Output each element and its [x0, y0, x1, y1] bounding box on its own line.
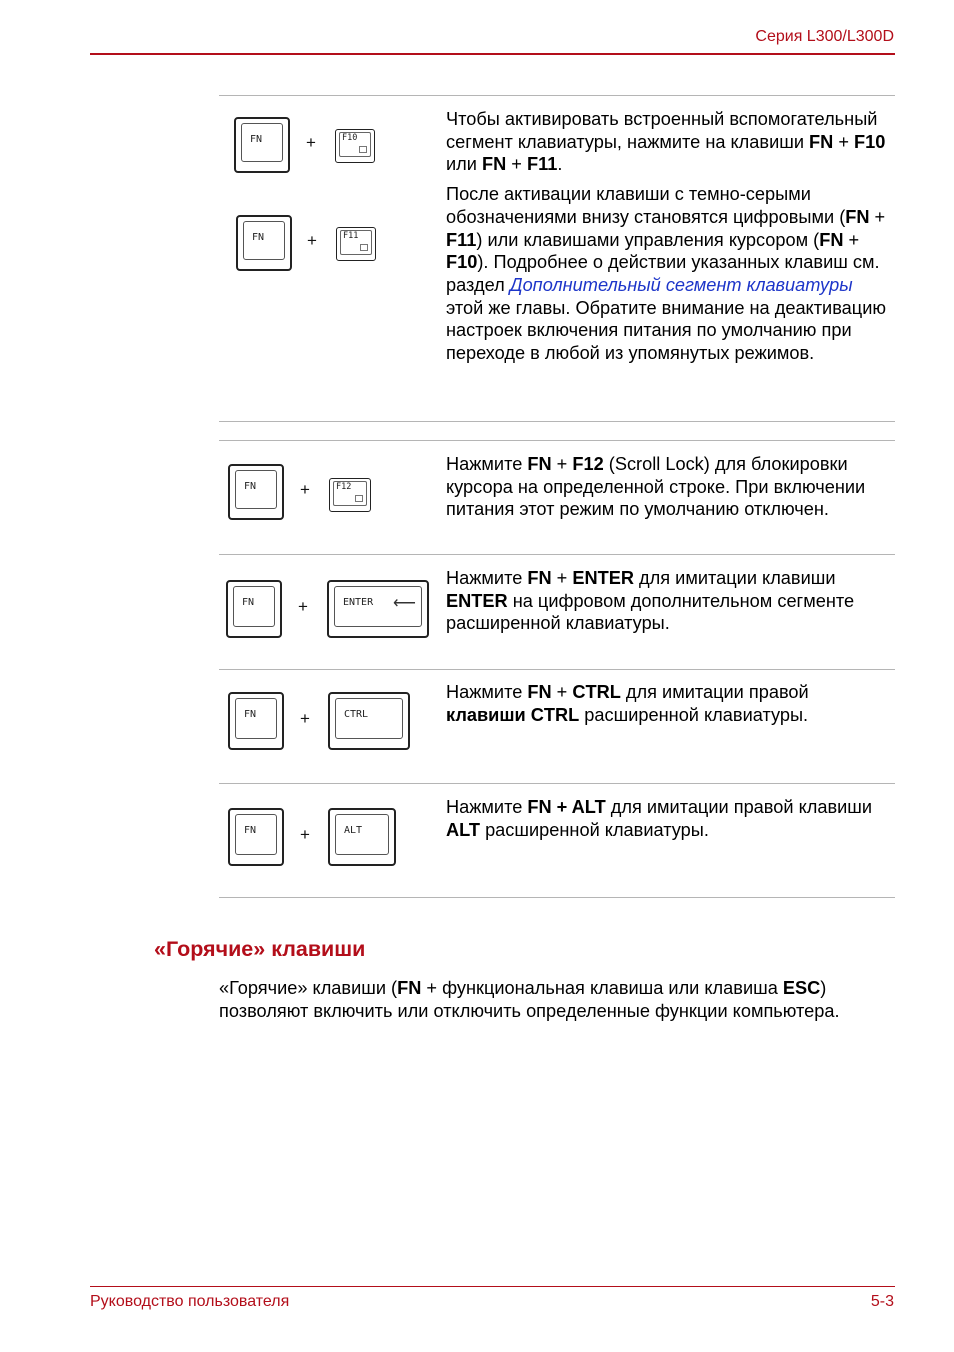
fn-f12-description: [446, 453, 886, 521]
header-divider: [90, 53, 895, 55]
fn-key: [228, 808, 284, 866]
plus-sign: +: [300, 825, 310, 844]
fn-key-label: FN: [244, 709, 257, 720]
enter-key: [327, 580, 429, 638]
fn-f10-keys-illustration: [220, 117, 435, 179]
alt-key: [328, 808, 396, 866]
description-paragraph: Нажмите FN + ENTER для имитации клавиши ENTER на цифровом дополнительном сегменте расширенной клавиатуры.: [446, 568, 855, 634]
table-divider: [219, 95, 895, 96]
description-paragraph: Нажмите FN + CTRL для имитации правой клавиши CTRL расширенной клавиатуры.: [446, 682, 809, 725]
table-divider: [219, 554, 895, 555]
description-paragraph: Нажмите FN + F12 (Scroll Lock) для блокировки курсора на определенной строке. При включении питания этот режим по умолчанию отключен.: [446, 454, 866, 520]
fn-key: [228, 692, 284, 750]
f12-key-label: F12: [336, 482, 352, 492]
f11-key-label: F11: [343, 231, 359, 241]
table-divider: [219, 897, 895, 898]
plus-sign: +: [307, 231, 317, 250]
fn-key-label: FN: [250, 134, 263, 145]
fn-enter-keys-illustration: [220, 580, 435, 642]
fn-key: [226, 580, 282, 638]
fn-key-label: FN: [244, 481, 257, 492]
table-divider: [219, 440, 895, 441]
plus-sign: +: [298, 597, 308, 616]
fn-f10-f11-description: [446, 108, 886, 365]
fn-ctrl-description: [446, 681, 886, 726]
header-title: Серия L300/L300D: [755, 28, 894, 45]
section-paragraph: «Горячие» клавиши (FN + функциональная клавиша или клавиша ESC) позволяют включить или отключить определенные функции компьютера.: [219, 978, 840, 1021]
page-number: 5-3: [870, 1293, 894, 1310]
fn-key-label: FN: [244, 825, 257, 836]
ctrl-key: [328, 692, 410, 750]
f12-key: [329, 478, 371, 512]
alt-key-label: ALT: [344, 825, 363, 836]
fn-ctrl-keys-illustration: [220, 692, 435, 754]
fn-key: [236, 215, 292, 271]
f11-key: [336, 227, 376, 261]
plus-sign: +: [306, 133, 316, 152]
ctrl-key-label: CTRL: [344, 709, 369, 720]
footer-divider: [90, 1286, 895, 1287]
fn-f11-keys-illustration: [220, 215, 435, 277]
description-paragraph: Нажмите FN + ALT для имитации правой клавиши ALT расширенной клавиатуры.: [446, 797, 873, 840]
fn-f12-keys-illustration: [220, 464, 435, 526]
f10-key: [335, 129, 375, 163]
footer-document-title: Руководство пользователя: [90, 1293, 290, 1310]
table-divider: [219, 783, 895, 784]
fn-alt-description: [446, 796, 886, 841]
keypad-overlay-link[interactable]: Дополнительный сегмент клавиатуры: [509, 274, 853, 295]
section-heading: «Горячие» клавиши: [154, 937, 366, 961]
description-paragraph: Чтобы активировать встроенный вспомогательный сегмент клавиатуры, нажмите на клавиши FN + F10 или FN + F11.: [446, 109, 886, 175]
fn-key-label: FN: [252, 232, 265, 243]
fn-key: [228, 464, 284, 520]
fn-key-label: FN: [242, 597, 255, 608]
fn-alt-keys-illustration: [220, 808, 435, 870]
table-divider: [219, 421, 895, 422]
return-arrow-icon: ⟵: [393, 595, 416, 612]
enter-key-label: ENTER: [343, 597, 374, 608]
fn-enter-description: [446, 567, 886, 635]
table-divider: [219, 669, 895, 670]
description-paragraph: После активации клавиши с темно-серыми обозначениями внизу становятся цифровыми (FN + F11) или клавишами управления курсором (FN + F10). Подробнее о действии указанных клавиш см. раздел Дополнительный сегмент клавиатуры этой же главы. Обратите внимание на деактивацию настроек включения питания по умолчанию при переходе в любой из упомянутых режимов.: [446, 184, 886, 364]
fn-key: [234, 117, 290, 173]
f10-key-label: F10: [342, 133, 358, 143]
plus-sign: +: [300, 480, 310, 499]
plus-sign: +: [300, 709, 310, 728]
